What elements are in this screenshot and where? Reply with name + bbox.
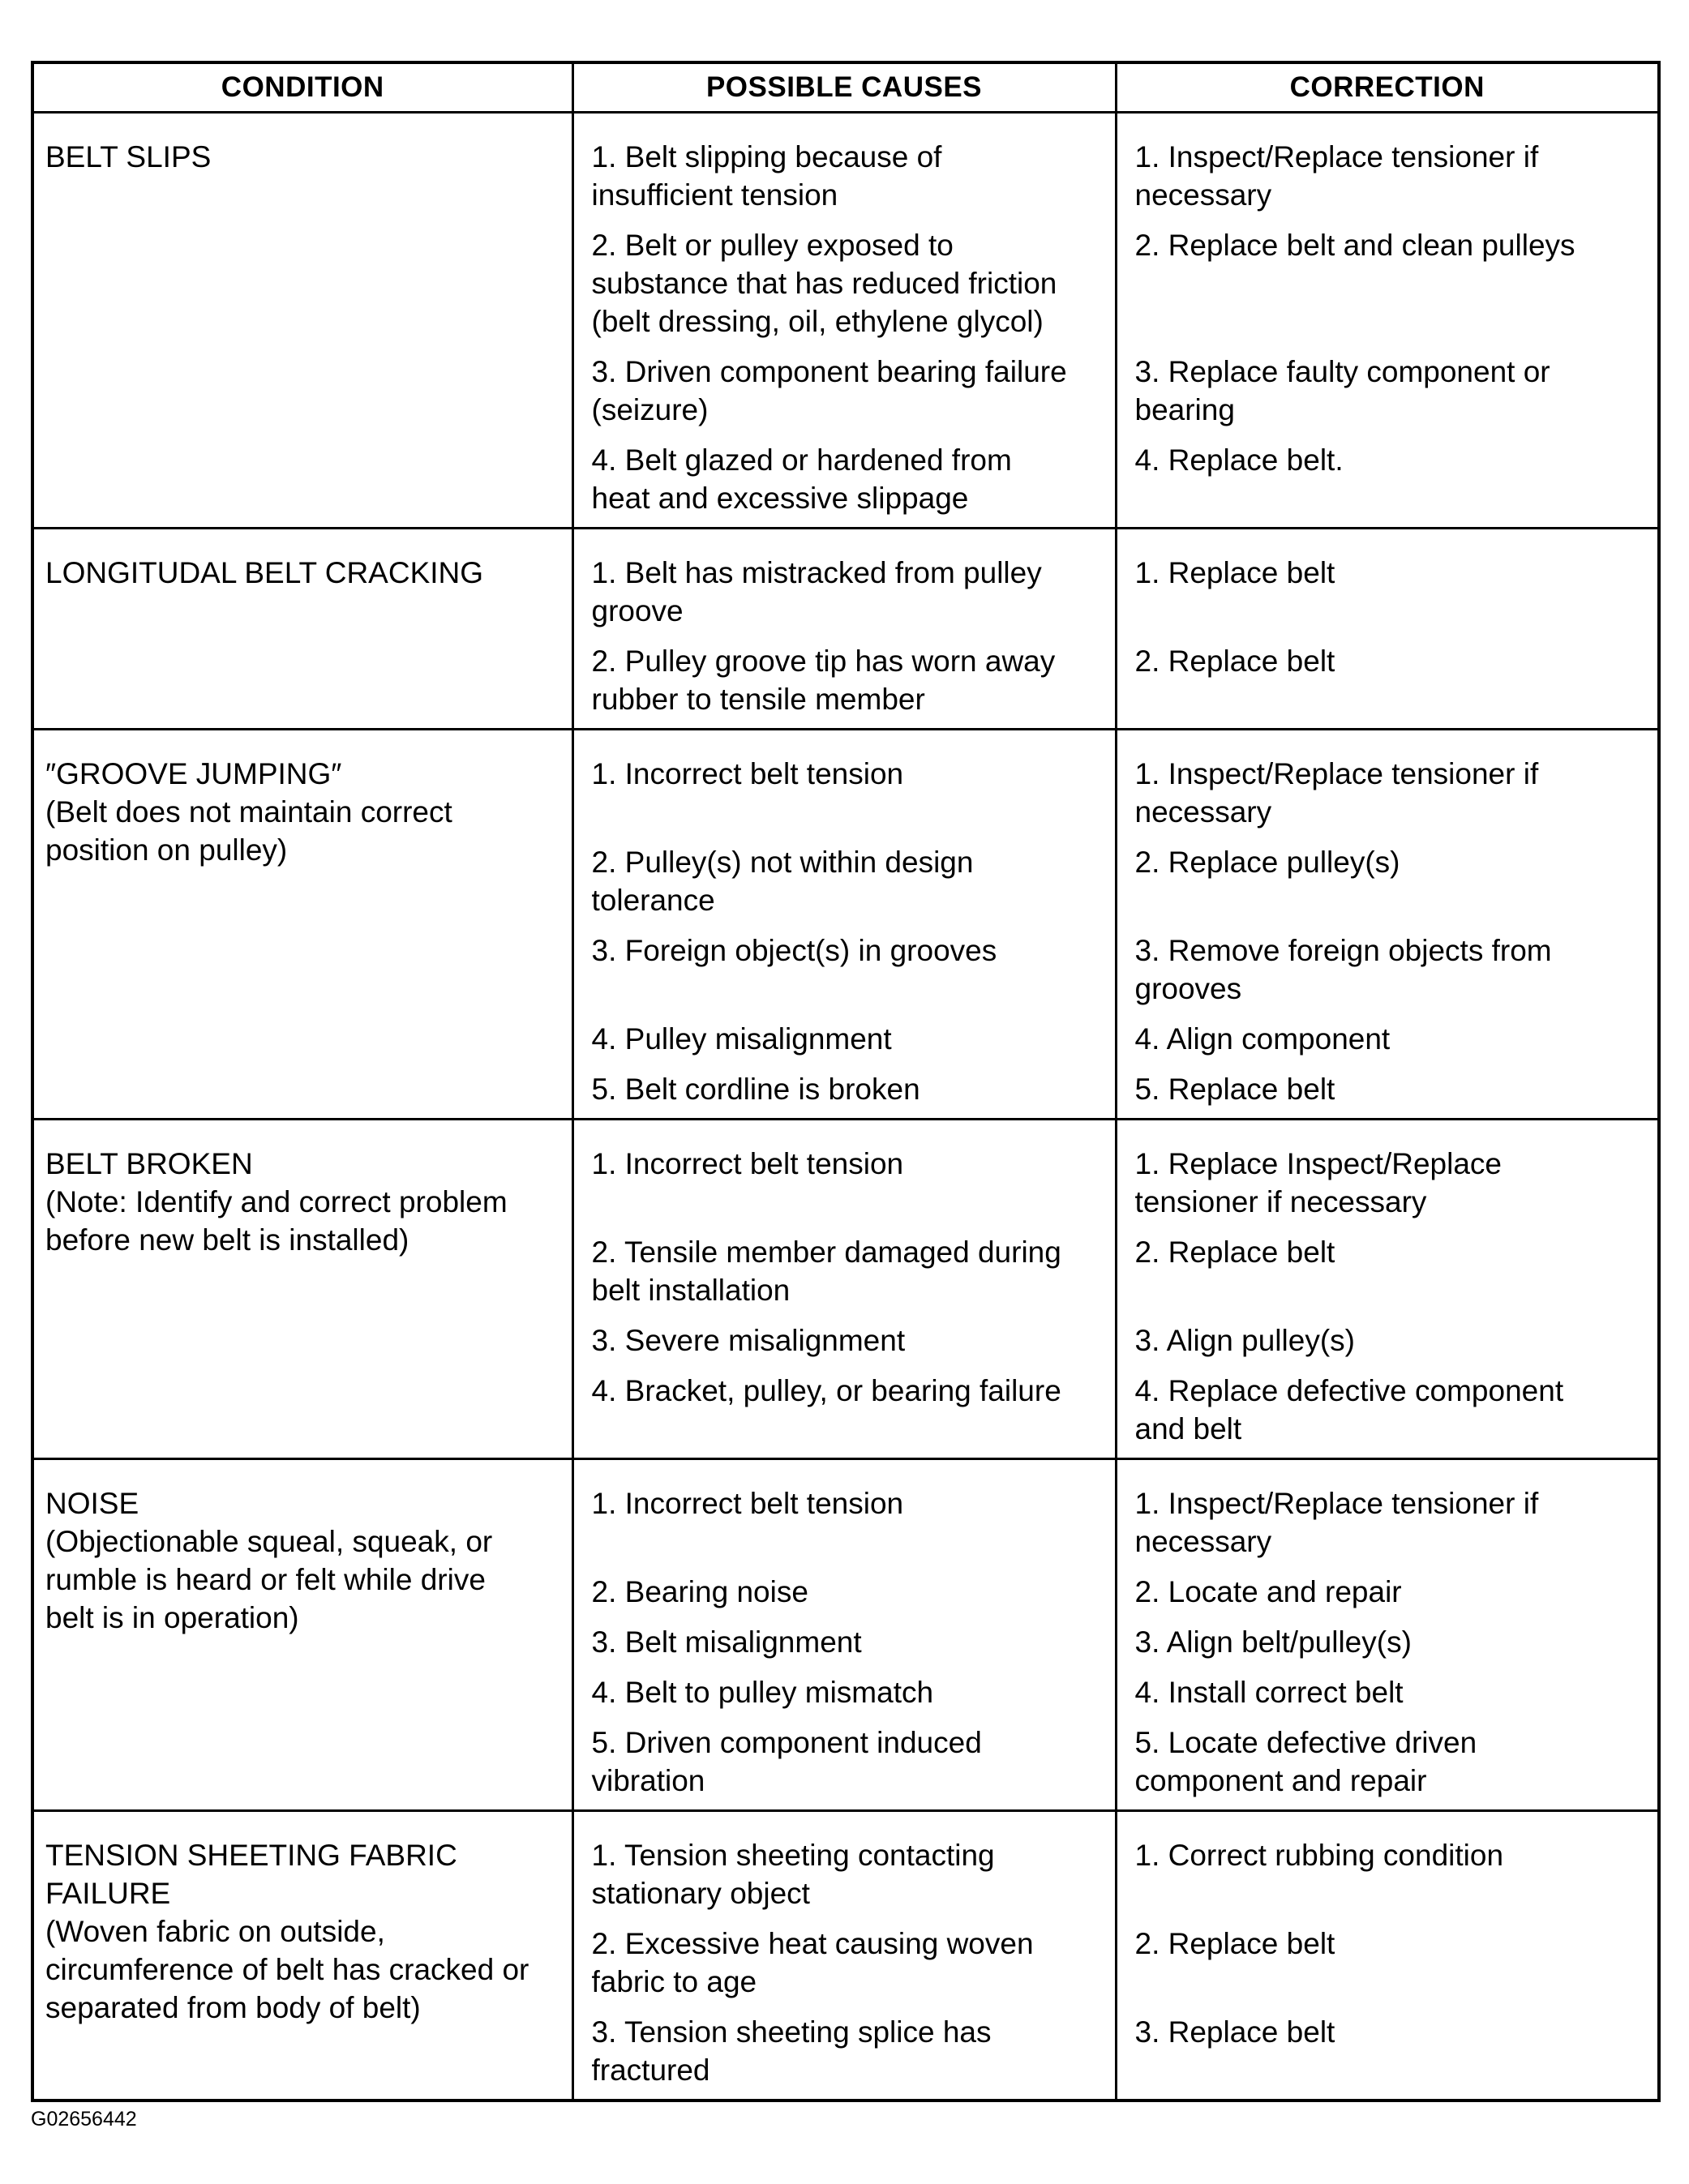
correction-cell (1116, 1916, 1659, 2005)
condition-text: FAILURE (45, 1877, 171, 1910)
correction-cell-text: 3. Replace faulty component or (1134, 355, 1550, 388)
correction-cell-text: 2. Replace belt and clean pulleys (1134, 229, 1575, 262)
cause-cell (572, 1313, 1116, 1364)
table-row (32, 1120, 1659, 1226)
cause-cell (572, 835, 1116, 923)
condition-cell (32, 113, 572, 529)
correction-cell-text: 4. Install correct belt (1134, 1676, 1404, 1709)
correction-cell-text: and belt (1134, 1412, 1242, 1445)
condition-text: (Woven fabric on outside, (45, 1915, 385, 1948)
cause-cell-text: 1. Tension sheeting contacting (591, 1839, 995, 1872)
cause-cell-text: tolerance (591, 884, 715, 917)
correction-cell (1116, 113, 1659, 219)
correction-cell-text: necessary (1134, 178, 1272, 212)
cause-cell-text: stationary object (591, 1877, 810, 1910)
cause-cell-text: 2. Belt or pulley exposed to (591, 229, 954, 262)
cause-cell-text: 2. Pulley groove tip has worn away (591, 644, 1056, 678)
cause-cell-text: belt installation (591, 1274, 791, 1307)
cause-cell-text: (belt dressing, oil, ethylene glycol) (591, 305, 1044, 338)
correction-cell-text: 1. Correct rubbing condition (1134, 1839, 1504, 1872)
correction-cell (1116, 218, 1659, 345)
cause-cell (572, 345, 1116, 433)
condition-cell (32, 1459, 572, 1811)
cause-cell (572, 634, 1116, 730)
cause-cell-text: 3. Driven component bearing failure (591, 355, 1067, 388)
cause-cell (572, 1811, 1116, 1917)
cause-cell (572, 1665, 1116, 1715)
correction-cell-text: 3. Remove foreign objects from (1134, 934, 1552, 967)
cause-cell (572, 433, 1116, 529)
cause-cell-text: substance that has reduced friction (591, 267, 1057, 300)
cause-cell (572, 1565, 1116, 1615)
condition-text: separated from body of belt) (45, 1991, 421, 2024)
correction-cell-text: 1. Replace belt (1134, 556, 1335, 589)
cause-cell (572, 1012, 1116, 1062)
correction-cell-text: 5. Replace belt (1134, 1073, 1335, 1106)
cause-cell-text: 4. Bracket, pulley, or bearing failure (591, 1374, 1061, 1407)
cause-cell-text: 1. Belt slipping because of (591, 140, 942, 173)
cause-cell-text: 5. Driven component induced (591, 1726, 982, 1759)
cause-cell-text: fractured (591, 2053, 710, 2087)
correction-cell (1116, 1120, 1659, 1226)
condition-text: position on pulley) (45, 833, 288, 867)
condition-text: NOISE (45, 1487, 139, 1520)
cause-cell (572, 923, 1116, 1012)
condition-text: before new belt is installed) (45, 1223, 409, 1257)
correction-cell-text: bearing (1134, 393, 1235, 426)
correction-cell-text: tensioner if necessary (1134, 1185, 1427, 1218)
cause-cell-text: 1. Belt has mistracked from pulley (591, 556, 1042, 589)
cause-cell-text: 3. Foreign object(s) in grooves (591, 934, 997, 967)
cause-cell-text: heat and excessive slippage (591, 482, 969, 515)
diagnosis-table-container (31, 61, 1657, 2102)
correction-cell (1116, 1615, 1659, 1665)
table-row (32, 1459, 1659, 1565)
table-row (32, 730, 1659, 836)
header-row (32, 62, 1659, 113)
correction-cell-text: 2. Locate and repair (1134, 1575, 1402, 1608)
correction-cell-text: 2. Replace belt (1134, 1235, 1335, 1269)
correction-cell-text: 3. Replace belt (1134, 2015, 1335, 2049)
cause-cell (572, 1364, 1116, 1459)
correction-cell-text: 3. Align belt/pulley(s) (1134, 1625, 1412, 1659)
condition-text: BELT SLIPS (45, 140, 212, 173)
correction-cell (1116, 1062, 1659, 1120)
cause-cell-text: insufficient tension (591, 178, 838, 212)
correction-cell (1116, 835, 1659, 923)
cause-cell (572, 2005, 1116, 2100)
cause-cell-text: 2. Excessive heat causing woven (591, 1927, 1034, 1960)
cause-cell-text: 4. Pulley misalignment (591, 1022, 892, 1056)
correction-cell-text: grooves (1134, 972, 1242, 1005)
condition-text: (Objectionable squeal, squeak, or (45, 1525, 493, 1558)
correction-cell (1116, 923, 1659, 1012)
cause-cell (572, 1120, 1116, 1226)
cause-cell-text: 3. Severe misalignment (591, 1324, 906, 1357)
condition-text: ″GROOVE JUMPING″ (45, 757, 342, 790)
cause-cell (572, 1062, 1116, 1120)
correction-cell (1116, 1715, 1659, 1811)
condition-cell (32, 1120, 572, 1459)
correction-cell-text: 1. Inspect/Replace tensioner if (1134, 757, 1539, 790)
correction-cell-text: 2. Replace belt (1134, 1927, 1335, 1960)
cause-cell-text: 1. Incorrect belt tension (591, 1487, 904, 1520)
correction-cell (1116, 1364, 1659, 1459)
cause-cell (572, 1715, 1116, 1811)
cause-cell (572, 1459, 1116, 1565)
condition-text: (Note: Identify and correct problem (45, 1185, 508, 1218)
cause-cell-text: 4. Belt glazed or hardened from (591, 443, 1012, 477)
correction-cell-text: necessary (1134, 1525, 1272, 1558)
correction-cell-text: component and repair (1134, 1764, 1427, 1797)
cause-cell-text: vibration (591, 1764, 705, 1797)
cause-cell (572, 113, 1116, 219)
cause-cell-text: (seizure) (591, 393, 709, 426)
correction-cell (1116, 1665, 1659, 1715)
cause-cell-text: groove (591, 594, 684, 627)
correction-cell (1116, 1012, 1659, 1062)
condition-text: belt is in operation) (45, 1601, 299, 1634)
correction-cell-text: 5. Locate defective driven (1134, 1726, 1477, 1759)
cause-cell-text: 5. Belt cordline is broken (591, 1073, 920, 1106)
correction-cell (1116, 1225, 1659, 1313)
table-row (32, 113, 1659, 219)
correction-cell (1116, 345, 1659, 433)
cause-cell-text: 2. Pulley(s) not within design (591, 846, 974, 879)
correction-cell (1116, 529, 1659, 635)
correction-cell (1116, 2005, 1659, 2100)
correction-cell (1116, 1459, 1659, 1565)
condition-text: BELT BROKEN (45, 1147, 253, 1180)
correction-cell-text: 2. Replace belt (1134, 644, 1335, 678)
correction-cell-text: 1. Inspect/Replace tensioner if (1134, 140, 1539, 173)
correction-cell (1116, 1313, 1659, 1364)
correction-cell-text: 3. Align pulley(s) (1134, 1324, 1355, 1357)
cause-cell (572, 529, 1116, 635)
condition-text: TENSION SHEETING FABRIC (45, 1839, 457, 1872)
condition-cell (32, 1811, 572, 2101)
correction-cell-text: 1. Inspect/Replace tensioner if (1134, 1487, 1539, 1520)
table-body (32, 113, 1659, 2101)
cause-cell (572, 218, 1116, 345)
correction-cell (1116, 1565, 1659, 1615)
table-row (32, 1811, 1659, 1917)
figure-id: G02656442 (31, 2108, 137, 2130)
cause-cell (572, 1225, 1116, 1313)
cause-cell-text: 2. Tensile member damaged during (591, 1235, 1061, 1269)
correction-cell-text: 2. Replace pulley(s) (1134, 846, 1400, 879)
correction-cell-text: 4. Replace belt. (1134, 443, 1344, 477)
cause-cell-text: 4. Belt to pulley mismatch (591, 1676, 934, 1709)
cause-cell-text: 3. Belt misalignment (591, 1625, 862, 1659)
condition-text: (Belt does not maintain correct (45, 795, 452, 829)
condition-text: rumble is heard or felt while drive (45, 1563, 486, 1596)
cause-cell-text: rubber to tensile member (591, 683, 925, 716)
correction-cell-text: necessary (1134, 795, 1272, 829)
correction-cell (1116, 730, 1659, 836)
cause-cell-text: 1. Incorrect belt tension (591, 1147, 904, 1180)
correction-cell-text: 1. Replace Inspect/Replace (1134, 1147, 1502, 1180)
cause-cell (572, 1916, 1116, 2005)
header-condition: CONDITION (32, 62, 572, 113)
header-possible-causes: POSSIBLE CAUSES (572, 62, 1116, 113)
cause-cell-text: 1. Incorrect belt tension (591, 757, 904, 790)
table-row (32, 529, 1659, 635)
correction-cell-text: 4. Align component (1134, 1022, 1391, 1056)
cause-cell-text: 2. Bearing noise (591, 1575, 808, 1608)
cause-cell (572, 730, 1116, 836)
condition-text: LONGITUDAL BELT CRACKING (45, 556, 484, 589)
condition-cell (32, 529, 572, 730)
belt-diagnosis-table (31, 61, 1661, 2102)
correction-cell-text: 4. Replace defective component (1134, 1374, 1564, 1407)
correction-cell (1116, 433, 1659, 529)
condition-text: circumference of belt has cracked or (45, 1953, 529, 1986)
correction-cell (1116, 1811, 1659, 1917)
header-correction: CORRECTION (1116, 62, 1659, 113)
cause-cell (572, 1615, 1116, 1665)
cause-cell-text: fabric to age (591, 1965, 757, 1998)
cause-cell-text: 3. Tension sheeting splice has (591, 2015, 992, 2049)
condition-cell (32, 730, 572, 1120)
table-header (32, 62, 1659, 113)
correction-cell (1116, 634, 1659, 730)
